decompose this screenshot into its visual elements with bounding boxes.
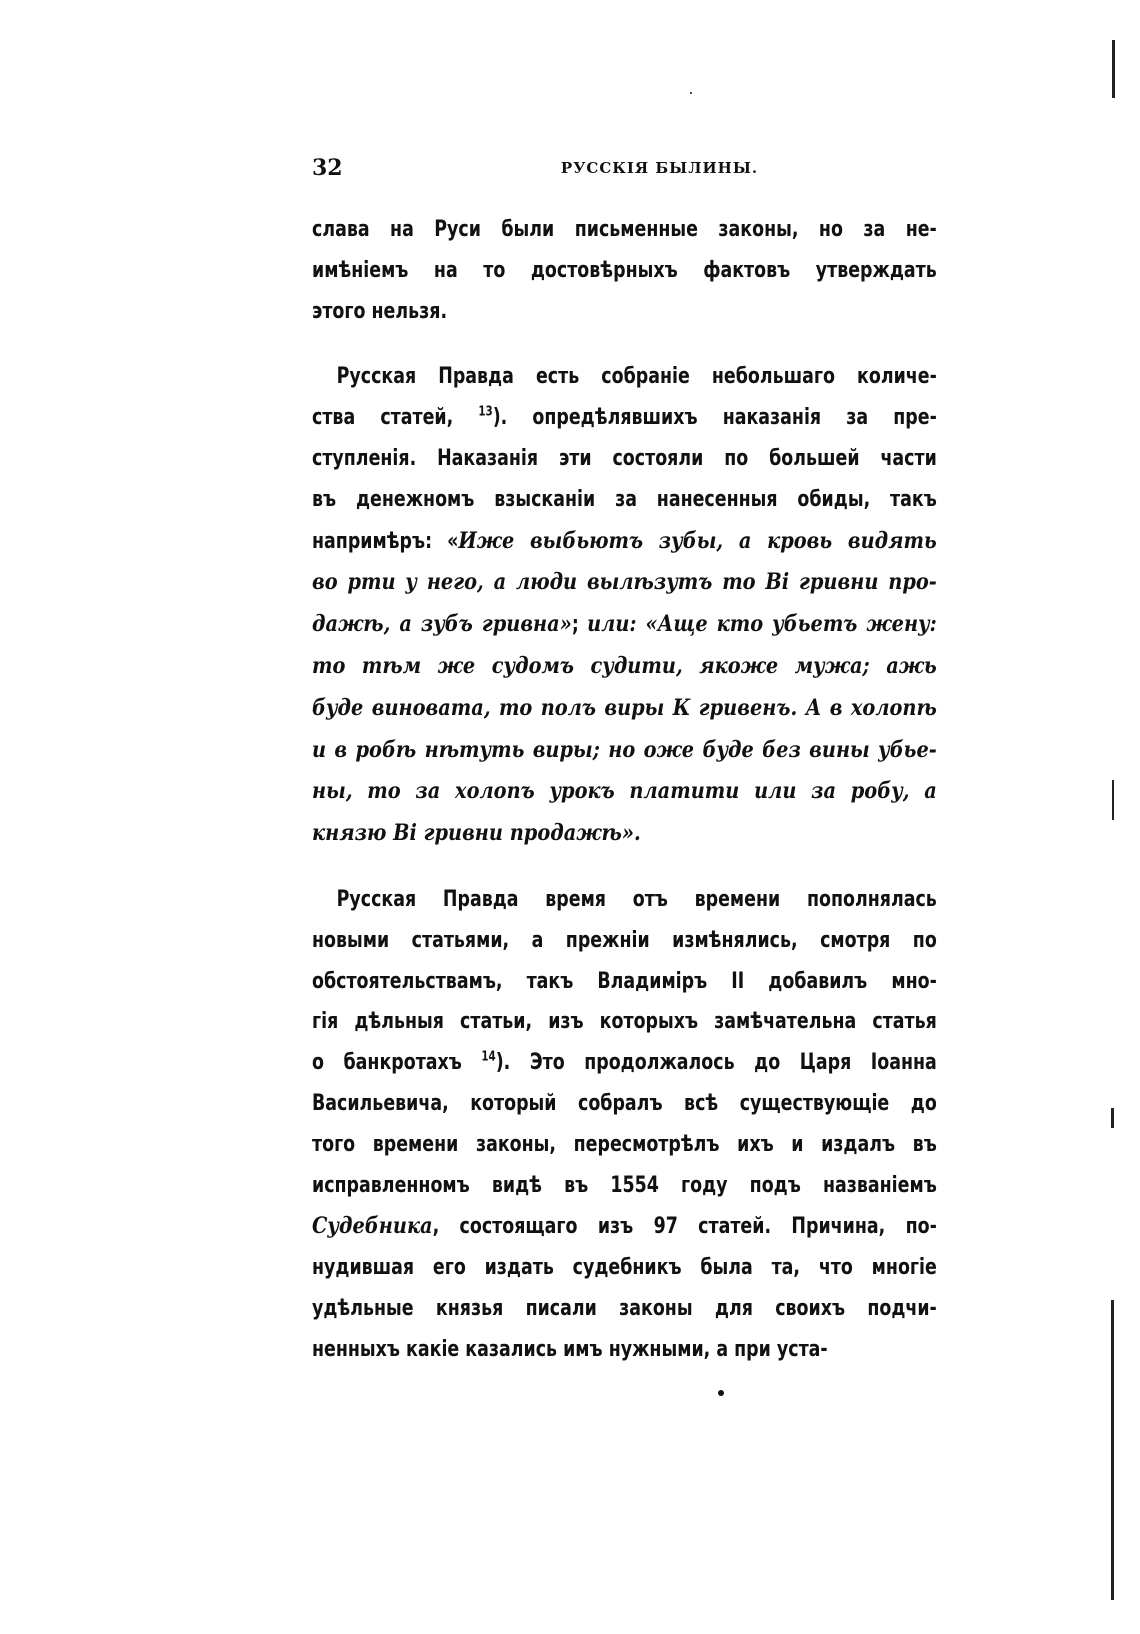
italic-quote: во рти у него, а люди вылѣзутъ то Ві гривни про- (312, 569, 937, 596)
text-run: ). Это продолжалось до Царя Іоанна (495, 1050, 937, 1076)
text-run: новыми статьями, а прежніи измѣнялись, смотря по (312, 927, 937, 953)
paragraph-3 (312, 880, 937, 1371)
scan-speck (718, 1390, 724, 1396)
text-line (312, 962, 937, 1003)
text-line (312, 562, 937, 604)
text-line (312, 292, 937, 333)
italic-quote: Иже выбьютъ зубы, а кровь видять (458, 527, 937, 554)
text-run: напримѣръ: « (312, 528, 459, 554)
text-run: гія дѣльныя статьи, изъ которыхъ замѣчательна статья (312, 1009, 937, 1035)
text-run: обстоятельствамъ, такъ Владиміръ II добавилъ мно- (312, 968, 937, 994)
text-line (312, 1125, 937, 1166)
italic-quote: Судебника (312, 1213, 433, 1240)
text-run: того времени законы, пересмотрѣлъ ихъ и издалъ въ (312, 1131, 937, 1157)
footnote-marker: 14 (481, 1049, 496, 1065)
text-run: Васильевича, который собралъ всѣ существующіе до (312, 1090, 937, 1116)
text-run: ; (571, 612, 588, 638)
italic-quote: или: «Аще кто убьетъ жену: (587, 611, 937, 638)
footnote-marker: 13 (478, 404, 493, 420)
text-line (312, 604, 937, 646)
italic-quote: дажѣ, а зубъ гривна» (312, 611, 572, 638)
scan-edge-mark-top (1112, 40, 1115, 98)
text-line (312, 688, 937, 730)
text-line (312, 771, 937, 813)
text-line (312, 398, 937, 439)
text-line (312, 1002, 937, 1043)
text-run: Русская Правда время отъ времени пополнялась (336, 886, 937, 912)
text-line (312, 521, 937, 563)
paragraph-1 (312, 210, 937, 332)
scan-speck-small (690, 92, 692, 94)
text-line (312, 439, 937, 480)
scan-edge-mark-bottom (1111, 1300, 1114, 1600)
text-run: ства статей, (312, 405, 479, 431)
text-run: слава на Руси были письменные законы, но за не- (312, 217, 937, 242)
text-run: о банкротахъ (312, 1050, 482, 1076)
page-number: 32 (312, 155, 343, 181)
text-run: нудившая его издать судебникъ была та, что многіе (312, 1255, 937, 1281)
running-title: РУССКІЯ БЫЛИНЫ. (560, 159, 759, 177)
text-line (312, 921, 937, 962)
text-run: исправленномъ видѣ въ 1554 году подъ названіемъ (312, 1172, 937, 1198)
text-run: имѣніемъ на то достовѣрныхъ фактовъ утверждать (312, 257, 937, 283)
text-run: ненныхъ какіе казались имъ нужными, а при уста- (312, 1336, 828, 1362)
scan-edge-mark-middle (1112, 780, 1114, 820)
text-run: ступленія. Наказанія эти состояли по большей части (312, 445, 937, 471)
running-header (312, 155, 937, 185)
paragraph-2 (312, 357, 937, 855)
text-line (312, 480, 937, 521)
text-line (312, 1289, 937, 1330)
text-line (312, 210, 937, 251)
italic-quote: буде виновата, то полъ виры К гривенъ. А в холопѣ (312, 694, 937, 721)
text-line (312, 1084, 937, 1125)
text-line (312, 1206, 937, 1248)
italic-quote: ны, то за холопъ урокъ платити или за робу, а (312, 778, 937, 805)
text-line (312, 1166, 937, 1207)
scan-edge-mark-lower (1111, 1108, 1114, 1128)
text-line (312, 813, 937, 855)
text-run: ). опредѣлявшихъ наказанія за пре- (492, 405, 937, 431)
text-run: этого нельзя. (312, 298, 448, 324)
text-line (312, 357, 937, 398)
italic-quote: князю Ві гривни продажѣ». (312, 820, 641, 847)
text-run: Русская Правда есть собраніе небольшаго количе- (336, 364, 937, 390)
text-line (312, 646, 937, 688)
text-run: въ денежномъ взысканіи за нанесенныя обиды, такъ (312, 486, 937, 512)
text-line (312, 251, 937, 292)
italic-quote: и в робѣ нѣтуть виры; но оже буде без вины убье- (312, 736, 937, 763)
text-run: удѣльные князья писали законы для своихъ подчи- (312, 1295, 937, 1321)
italic-quote: то тѣм же судомъ судити, якоже мужа; ажь (312, 652, 937, 679)
text-line (312, 730, 937, 772)
body-text (312, 210, 937, 1371)
text-line (312, 1330, 937, 1371)
text-run: , состоящаго изъ 97 статей. Причина, по- (432, 1214, 937, 1240)
text-line (312, 1248, 937, 1289)
text-line (312, 880, 937, 921)
text-line (312, 1043, 937, 1084)
